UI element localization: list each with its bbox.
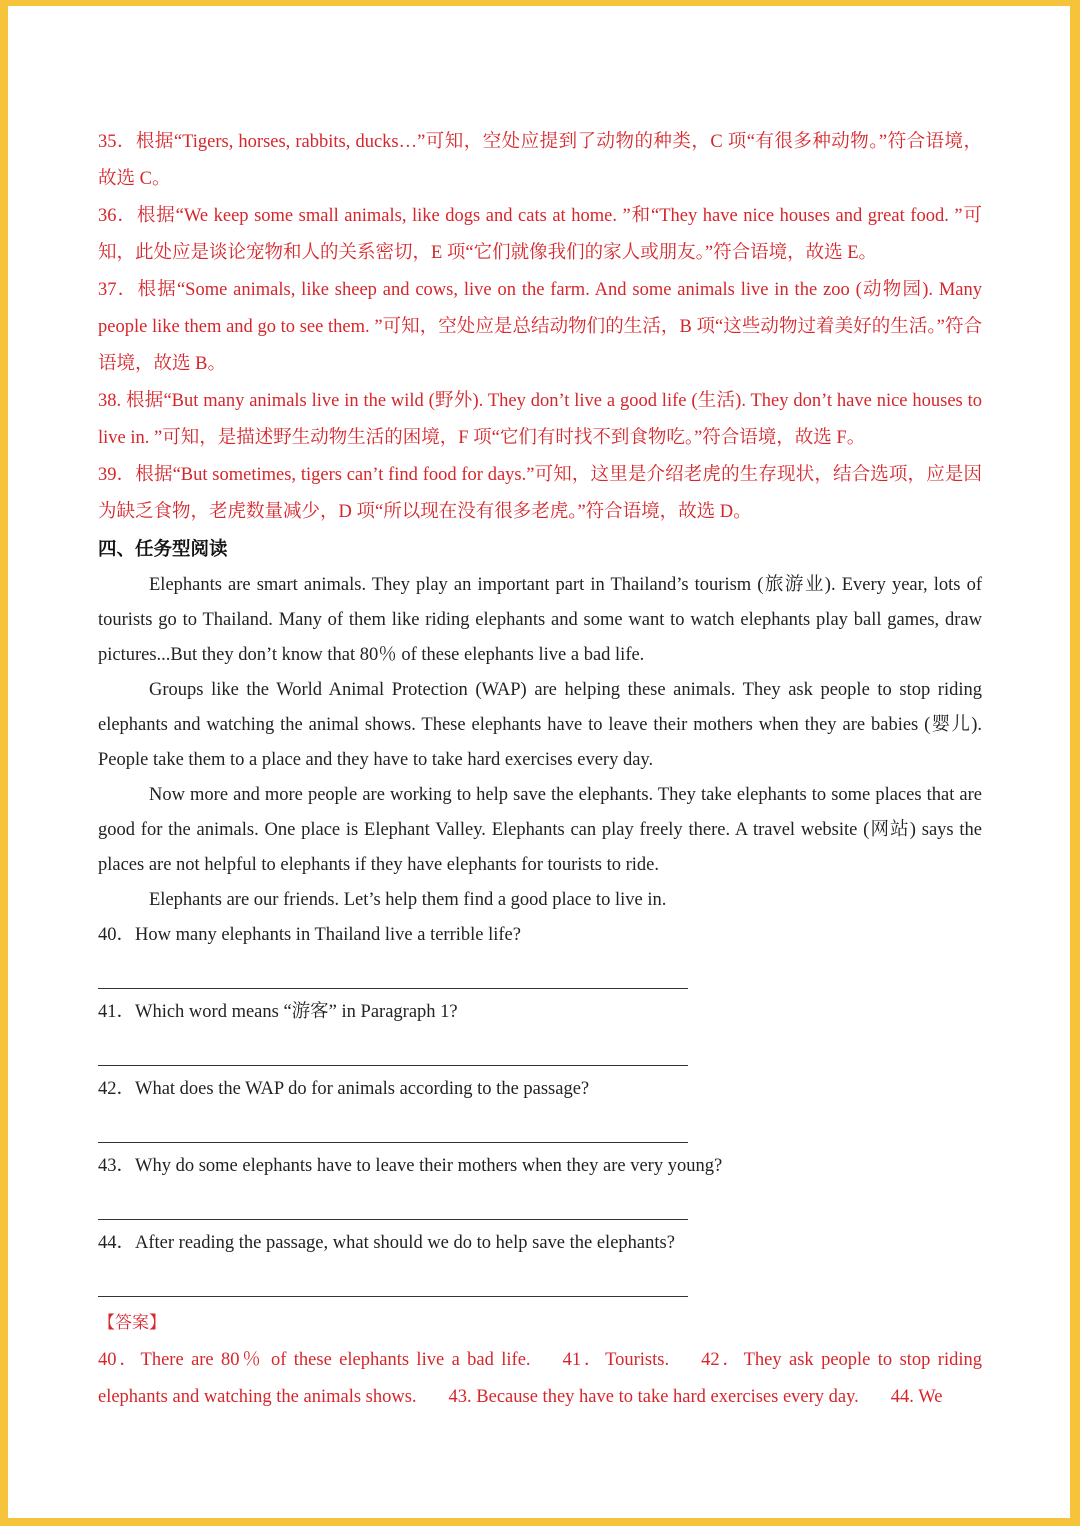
answer-42: 42．They ask people to stop riding elephants and watching the animals shows. [98,1350,982,1407]
answer-40: 40．There are 80％ of these elephants live a bad life. [98,1350,531,1370]
answer-line-41[interactable] [98,1029,688,1066]
answer-41: 41．Tourists. [562,1350,670,1370]
reading-passage [98,568,982,918]
answers-block [98,1342,982,1416]
document-page [8,6,1070,1518]
explanation-35: 35．根据“Tigers, horses, rabbits, ducks…”可知，空处应提到了动物的种类，C 项“有很多种动物。”符合语境，故选 C。 [98,132,982,189]
explanation-38: 38. 根据“But many animals live in the wild (野外). They don’t live a good life (生活). They don’t have nice houses to live in. ”可知，是描述野生动物生活的困境，F 项“它们有时找不到食物吃。”符合语境，故选 F。 [98,391,982,448]
answer-line-42[interactable] [98,1106,688,1143]
section-title: 四、任务型阅读 [98,539,228,560]
question-44: 44．After reading the passage, what should we do to help save the elephants? [98,1233,675,1253]
explanation-36: 36．根据“We keep some small animals, like dogs and cats at home. ”和“They have nice houses and great food. ”可知，此处应是谈论宠物和人的关系密切，E 项“它们就像我们的家人或朋友。”符合语境，故选 E。 [98,206,982,263]
passage-paragraph-3: Now more and more people are working to help save the elephants. They take elephants to some places that are good for the animals. One place is Elephant Valley. Elephants can play freely there. A travel website (网站) says the places are not helpful to elephants if they have elephants for tourists to ride. [98,785,982,875]
passage-paragraph-2: Groups like the World Animal Protection (WAP) are helping these animals. They ask people to stop riding elephants and watching the animal shows. These elephants have to leave their mothers when they are babies (婴儿). People take them to a place and they have to take hard exercises every day. [98,680,982,770]
answer-line-44[interactable] [98,1260,688,1297]
question-43: 43．Why do some elephants have to leave their mothers when they are very young? [98,1156,723,1176]
answer-43: 43. Because they have to take hard exercises every day. [448,1387,859,1407]
question-40: 40．How many elephants in Thailand live a terrible life? [98,925,521,945]
question-42: 42．What does the WAP do for animals according to the passage? [98,1079,590,1099]
questions-section [98,918,982,1297]
passage-paragraph-4: Elephants are our friends. Let’s help them find a good place to live in. [149,890,667,910]
explanation-37: 37．根据“Some animals, like sheep and cows, live on the farm. And some animals live in the zoo (动物园). Many people like them and go to see them. ”可知，空处应是总结动物们的生活，B 项“这些动物过着美好的生活。”符合语境，故选 B。 [98,280,982,374]
answer-line-40[interactable] [98,952,688,989]
explanations-section [98,124,982,531]
question-41: 41．Which word means “游客” in Paragraph 1? [98,1002,458,1022]
passage-paragraph-1: Elephants are smart animals. They play an important part in Thailand’s tourism (旅游业). Every year, lots of tourists go to Thailand. Many of them like riding elephants and some want to watch elephants play ball games, draw pictures...But they don’t know that 80％ of these elephants live a bad life. [98,575,982,665]
answer-title: 【答案】 [98,1313,166,1333]
document-content [98,124,982,1416]
answer-44: 44. We [890,1387,943,1407]
answer-line-43[interactable] [98,1183,688,1220]
explanation-39: 39．根据“But sometimes, tigers can’t find food for days.”可知，这里是介绍老虎的生存现状，结合选项，应是因为缺乏食物，老虎数量减少，D 项“所以现在没有很多老虎。”符合语境，故选 D。 [98,465,982,522]
